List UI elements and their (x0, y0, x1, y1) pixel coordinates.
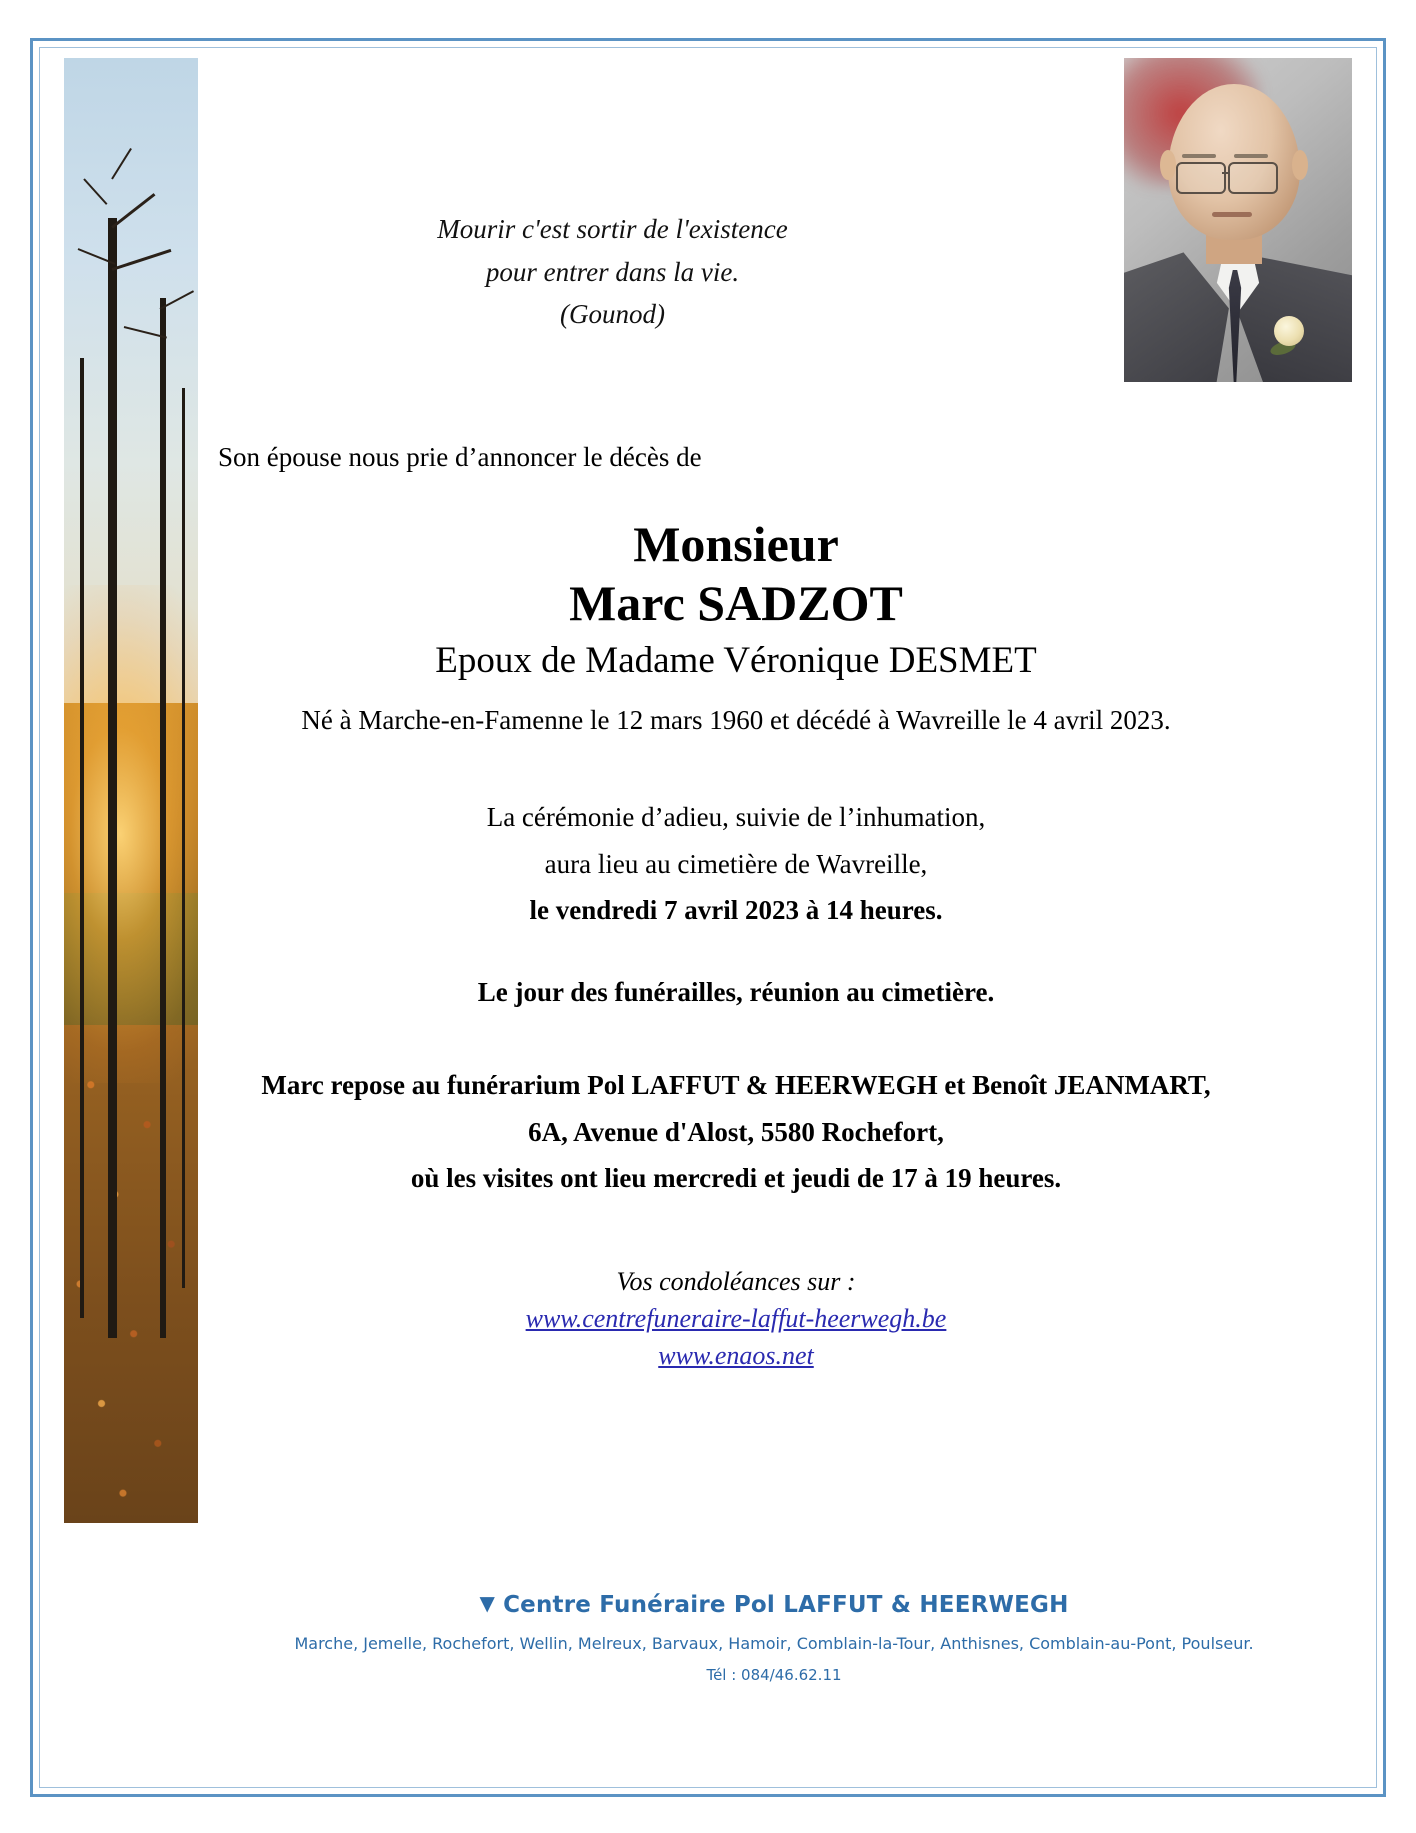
deceased-name-block (214, 515, 1258, 685)
ceremony-datetime: le vendredi 7 avril 2023 à 14 heures. (529, 894, 943, 925)
tree-trunk (182, 388, 185, 1288)
deceased-title: Monsieur (633, 515, 839, 572)
funerarium-block (214, 1062, 1258, 1201)
funerarium-line-1: Marc repose au funérarium Pol LAFFUT & HEERWEGH et Benoît JEANMART, (261, 1070, 1211, 1101)
birth-death-line: Né à Marche-en-Famenne le 12 mars 1960 et décédé à Wavreille le 4 avril 2023. (301, 705, 1171, 736)
quote-line-1: Mourir c'est sortir de l'existence (437, 214, 788, 244)
reunion-line: Le jour des funérailles, réunion au cimetière. (477, 977, 995, 1008)
deceased-spouse-line: Epoux de Madame Véronique DESMET (435, 639, 1037, 681)
ceremony-line-2: aura lieu au cimetière de Wavreille, (544, 848, 928, 879)
deceased-name: Marc SADZOT (569, 574, 903, 631)
announcement-line: Son épouse nous prie d’annoncer le décès de (218, 441, 702, 472)
condolences-block (214, 1264, 1258, 1375)
quote-line-2: pour entrer dans la vie. (485, 256, 740, 287)
tree-trunk (108, 218, 117, 1338)
condolences-link-enaos[interactable]: www.enaos.net (658, 1340, 814, 1370)
quote-attribution: (Gounod) (560, 299, 665, 330)
triangle-marker-icon: ▼ (479, 1591, 496, 1615)
condolences-link-funeraire[interactable]: www.centrefuneraire-laffut-heerwegh.be (525, 1303, 947, 1333)
tree-trunk (80, 358, 84, 1318)
photo-sun-glow (64, 585, 198, 1083)
autumn-forest-photo (64, 58, 198, 1523)
funerarium-address: 6A, Avenue d'Alost, 5580 Rochefort, (528, 1116, 944, 1147)
funerarium-visiting-hours: où les visites ont lieu mercredi et jeudi de 17 à 19 heures. (410, 1163, 1062, 1194)
footer-company-line (214, 1592, 1334, 1618)
footer-company-name: Centre Funéraire Pol LAFFUT & HEERWEGH (503, 1592, 1069, 1618)
footer-phone: Tél : 084/46.62.11 (706, 1666, 842, 1684)
quote-block (240, 208, 985, 336)
footer (214, 1592, 1334, 1684)
ceremony-block (214, 794, 1258, 933)
tree-trunk (160, 298, 166, 1338)
condolences-label: Vos condoléances sur : (616, 1266, 856, 1296)
ceremony-line-1: La cérémonie d’adieu, suivie de l’inhumation, (486, 802, 986, 833)
footer-cities: Marche, Jemelle, Rochefort, Wellin, Melreux, Barvaux, Hamoir, Comblain-la-Tour, Anthisnes, Comblain-au-Pont, Poulseur. (294, 1634, 1254, 1653)
memorial-text-content (214, 58, 1334, 1374)
photo-fallen-leaves (64, 1025, 198, 1523)
